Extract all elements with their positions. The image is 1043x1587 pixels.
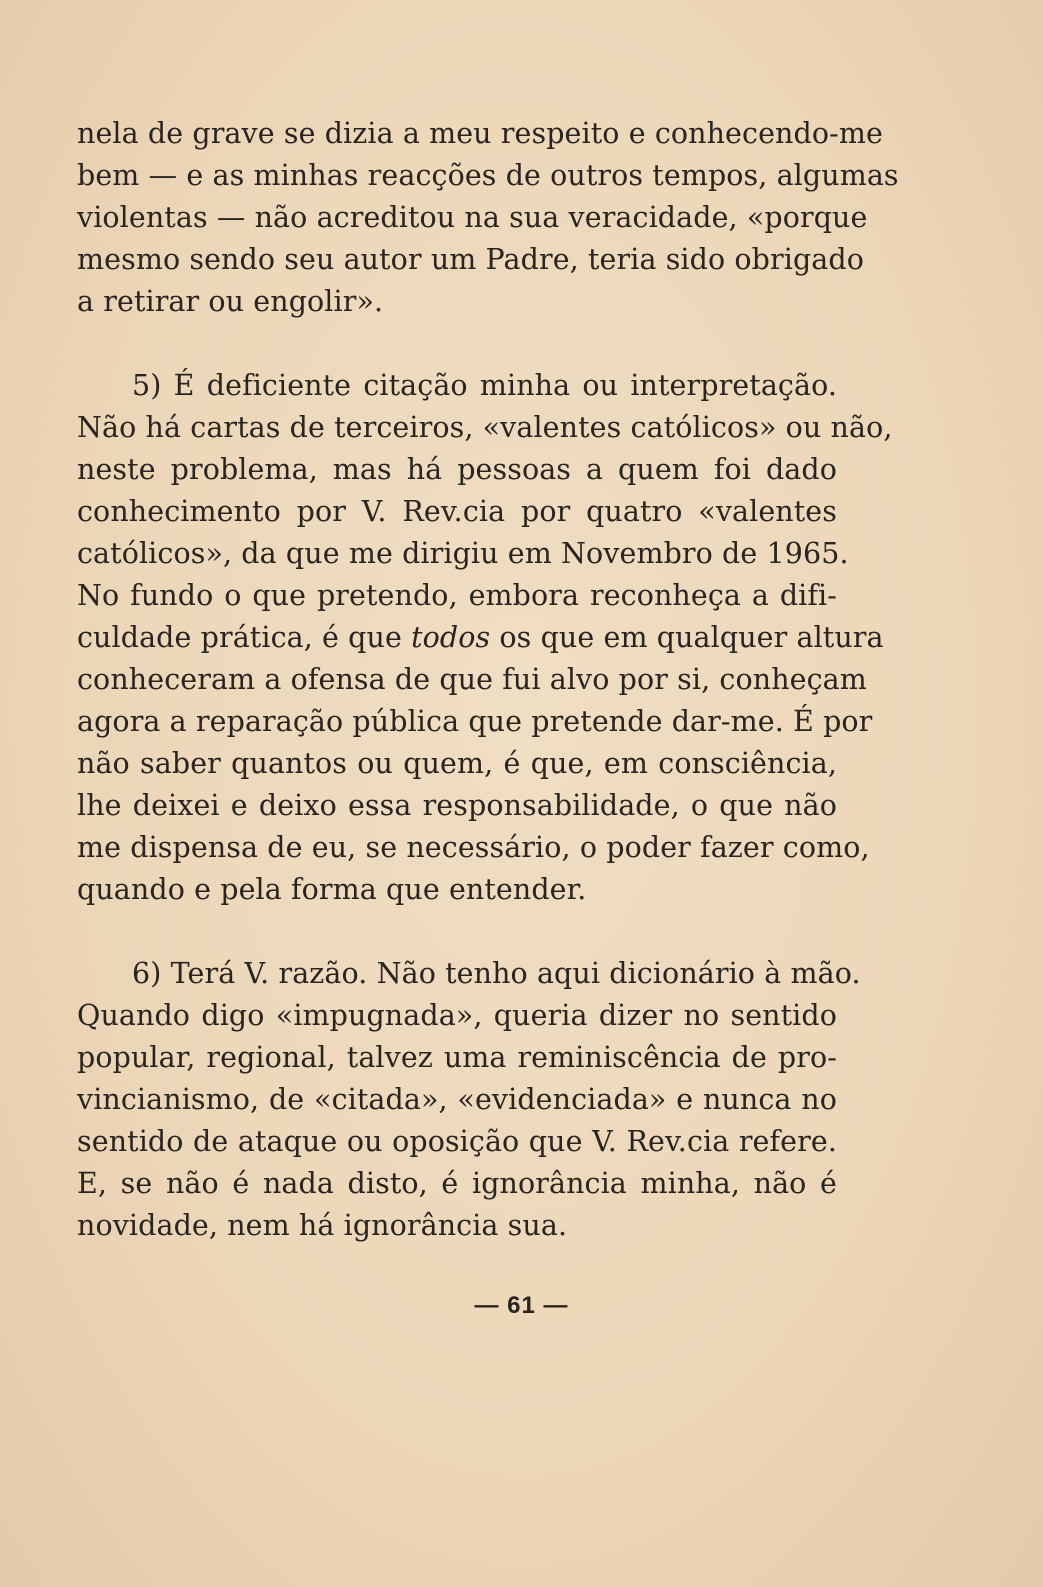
text-line: No fundo o que pretendo, embora reconheça a difi-: [77, 579, 837, 612]
text-line: novidade, nem há ignorância sua.: [77, 1209, 568, 1242]
text-line: mesmo sendo seu autor um Padre, teria sido obrigado: [77, 243, 864, 276]
text-line: Não há cartas de terceiros, «valentes católicos» ou não,: [77, 411, 893, 444]
text-line: agora a reparação pública que pretende dar-me. É por: [77, 705, 873, 738]
page-number: — 61 —: [474, 1292, 569, 1319]
italic-word: todos: [411, 621, 491, 654]
text-line: sentido de ataque ou oposição que V. Rev.cia refere.: [77, 1125, 837, 1158]
text-line: Quando digo «impugnada», queria dizer no sentido: [77, 999, 837, 1032]
text-line: não saber quantos ou quem, é que, em consciência,: [77, 747, 837, 780]
text-line: quando e pela forma que entender.: [77, 873, 587, 906]
text-line-with-italic: [77, 617, 884, 659]
text-line: conheceram a ofensa de que fui alvo por si, conheçam: [77, 663, 867, 696]
text-line: nela de grave se dizia a meu respeito e conhecendo-me: [77, 117, 883, 150]
text-line: bem — e as minhas reacções de outros tempos, algumas: [77, 159, 899, 192]
text-line: 5) É deficiente citação minha ou interpretação.: [132, 369, 837, 402]
text-line: católicos», da que me dirigiu em Novembro de 1965.: [77, 537, 849, 570]
text-line: lhe deixei e deixo essa responsabilidade, o que não: [77, 789, 837, 822]
text-line: violentas — não acreditou na sua veracidade, «porque: [77, 201, 868, 234]
text-line: vincianismo, de «citada», «evidenciada» e nunca no: [77, 1083, 837, 1116]
text-line: conhecimento por V. Rev.cia por quatro «valentes: [77, 495, 837, 528]
text-line: neste problema, mas há pessoas a quem foi dado: [77, 453, 837, 486]
text-segment: os que em qualquer altura: [499, 621, 884, 654]
text-line: popular, regional, talvez uma reminiscência de pro-: [77, 1041, 837, 1074]
text-line: a retirar ou engolir».: [77, 285, 384, 318]
text-line: me dispensa de eu, se necessário, o poder fazer como,: [77, 831, 870, 864]
text-line: E, se não é nada disto, é ignorância minha, não é: [77, 1167, 837, 1200]
text-line: 6) Terá V. razão. Não tenho aqui dicionário à mão.: [132, 957, 861, 990]
text-segment: culdade prática, é que: [77, 621, 402, 654]
